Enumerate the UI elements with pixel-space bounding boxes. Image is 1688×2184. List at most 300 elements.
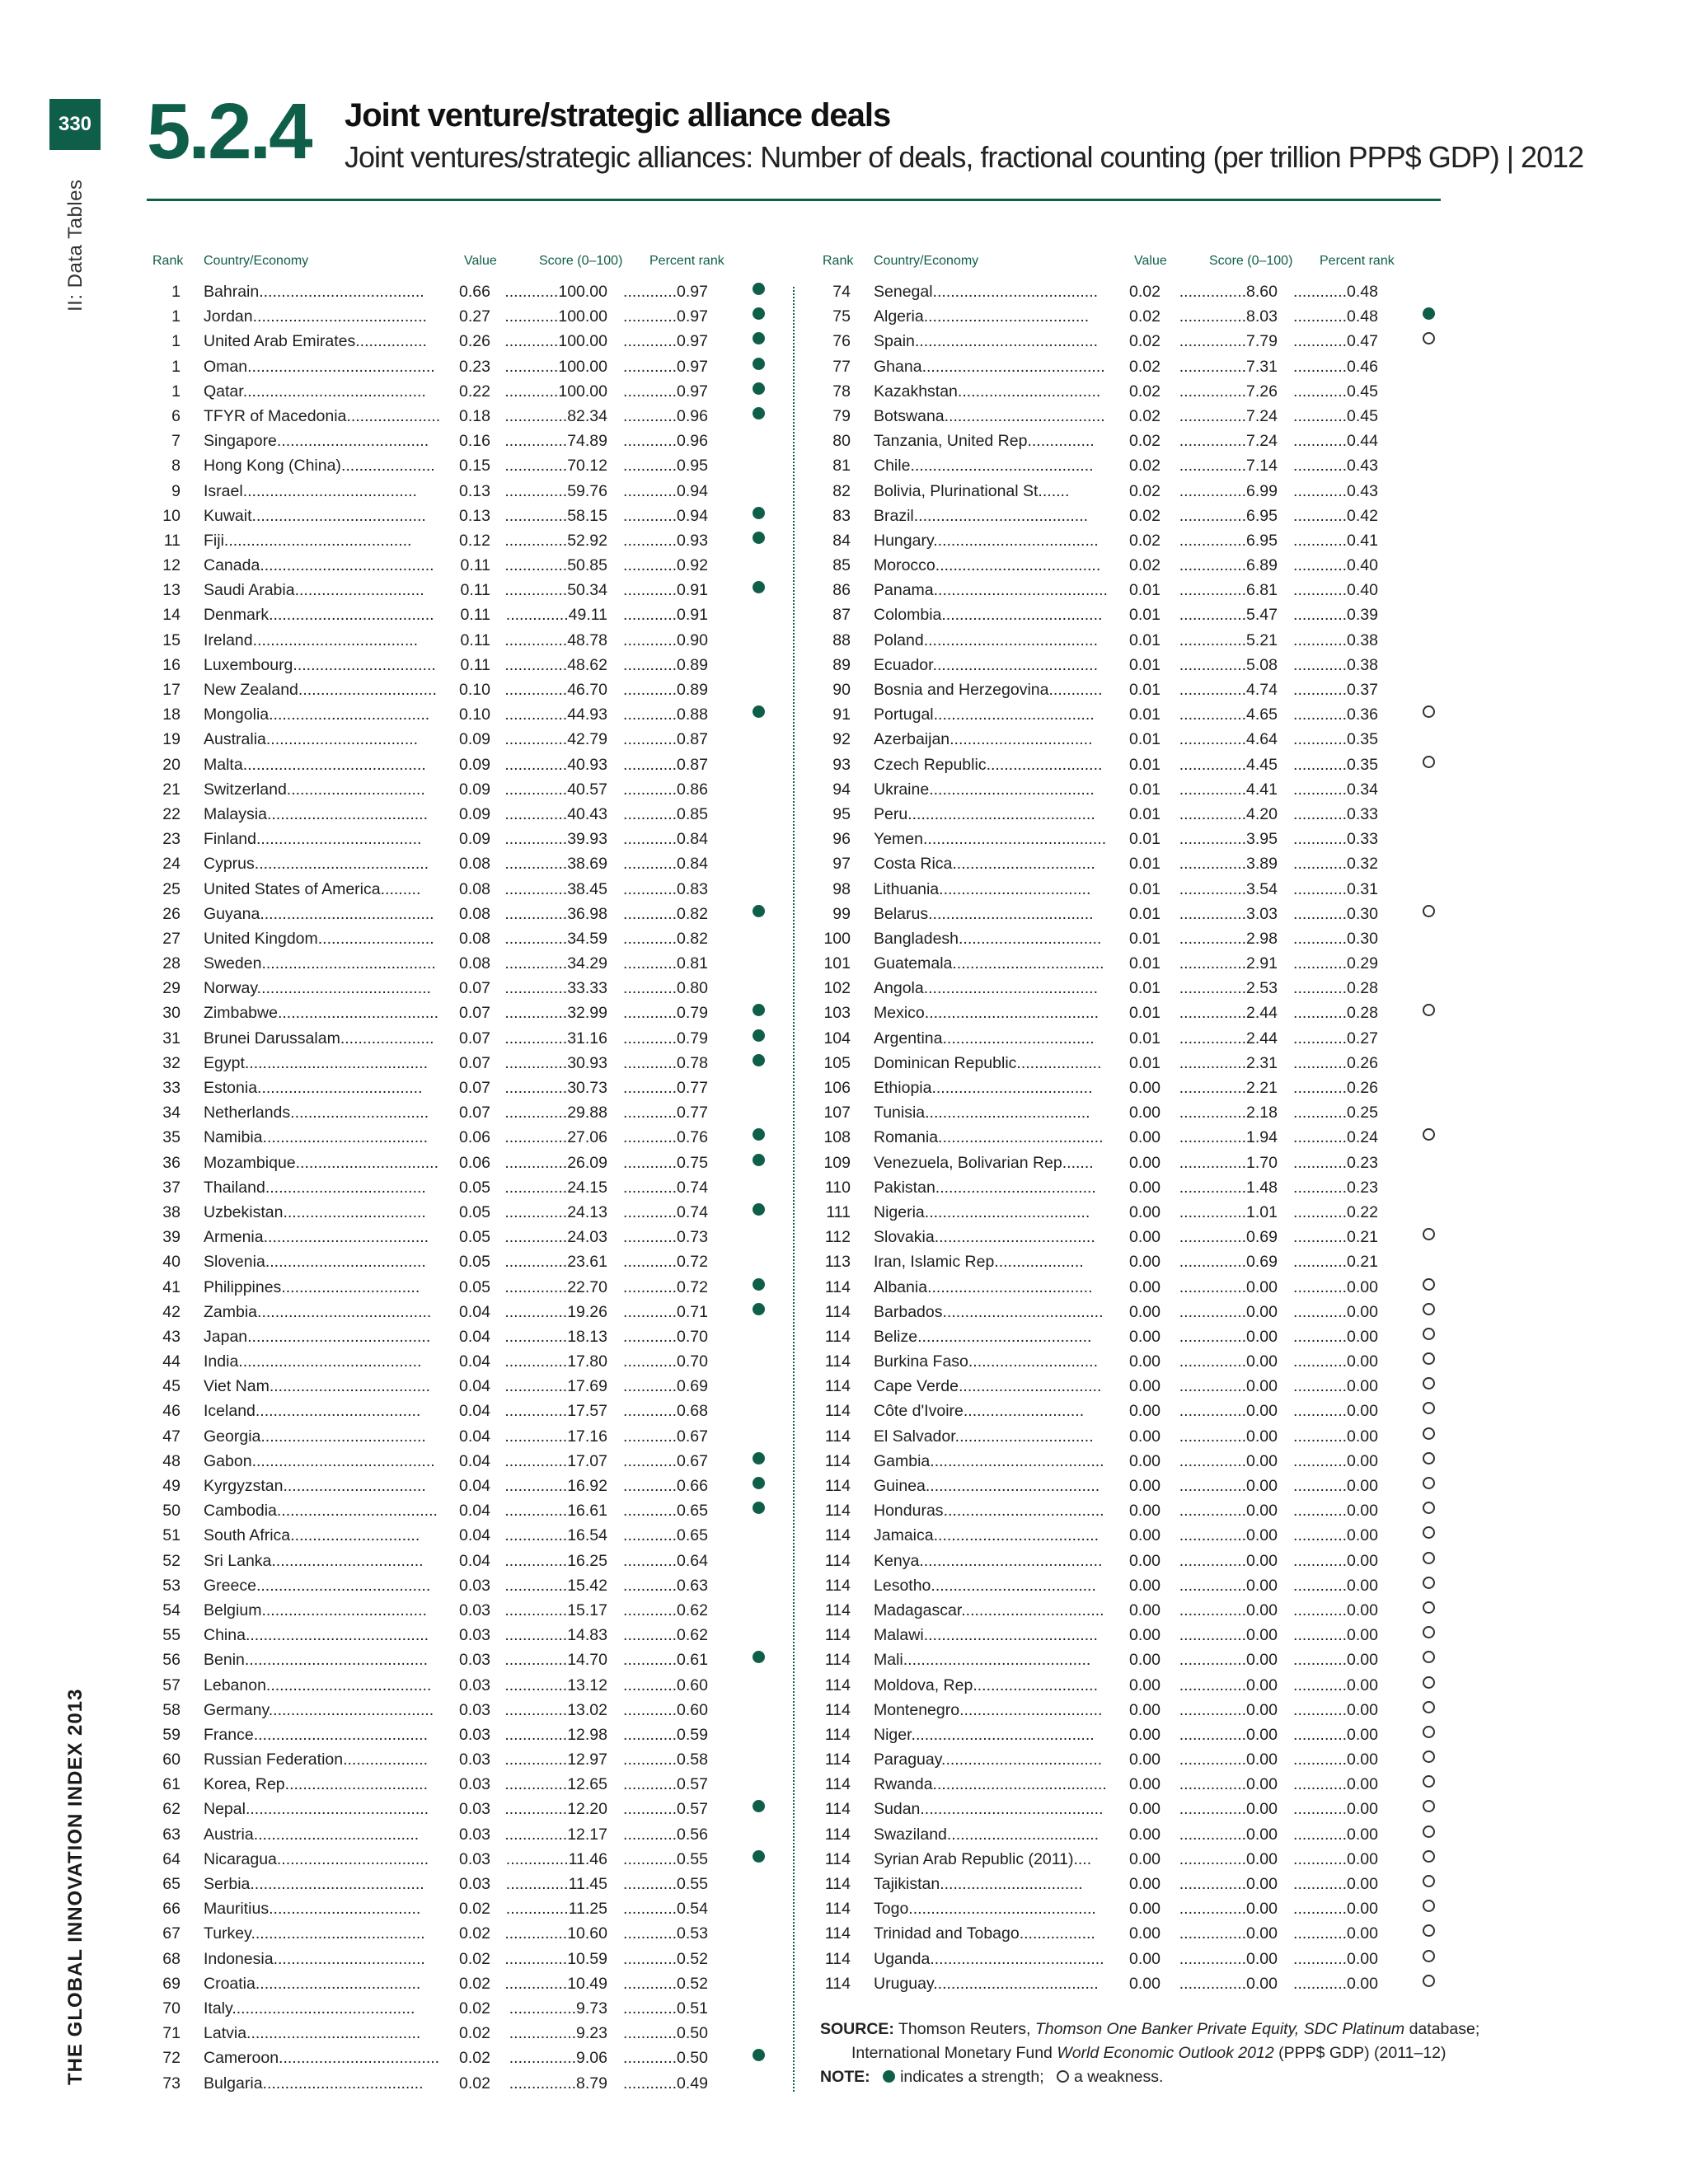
score-value: 0.00: [1246, 1849, 1278, 1868]
dot-leader: .....................................: [256, 830, 422, 849]
score-value: 18.13: [567, 1327, 607, 1346]
dot-leader: .......................................: [251, 1924, 425, 1943]
score-value: 0.00: [1246, 1974, 1278, 1993]
rank-cell: 16: [162, 655, 181, 674]
rank-cell: 100: [823, 929, 851, 948]
value-cell: 0.09: [459, 780, 490, 799]
percent-rank-value: 0.00: [1347, 1725, 1378, 1744]
dot-leader: .........................................: [923, 830, 1107, 849]
percent-rank-cell: [1278, 979, 1378, 998]
score-value: 14.70: [567, 1651, 607, 1670]
percent-rank-cell: [607, 1676, 708, 1695]
value-cell: 0.01: [1129, 855, 1160, 874]
score-cell: [1162, 1577, 1278, 1596]
country-cell: [204, 780, 457, 799]
percent-rank-value: 0.00: [1347, 1526, 1378, 1545]
score-cell: [1162, 1924, 1278, 1943]
weakness-marker-icon: [1423, 1850, 1435, 1863]
score-value: 36.98: [567, 904, 607, 923]
dot-leader: ...............: [1179, 481, 1247, 500]
country-name: South Africa: [204, 1526, 291, 1545]
country-cell: [874, 1477, 1128, 1496]
value-cell: 0.00: [1129, 1849, 1160, 1868]
percent-rank-cell: [1278, 1775, 1378, 1794]
percent-rank-cell: [607, 1950, 708, 1969]
percent-rank-cell: [607, 1004, 708, 1023]
percent-rank-value: 0.32: [1347, 855, 1378, 874]
rank-cell: 33: [162, 1079, 181, 1097]
percent-rank-value: 0.72: [677, 1253, 708, 1272]
value-cell: 0.03: [459, 1626, 490, 1645]
dot-leader: .....................................: [262, 1128, 428, 1147]
percent-rank-value: 0.72: [677, 1277, 708, 1296]
country-cell: [874, 1676, 1128, 1695]
percent-rank-cell: [1278, 1750, 1378, 1769]
score-value: 52.92: [567, 531, 607, 550]
score-value: 2.44: [1246, 1004, 1278, 1023]
percent-rank-value: 0.00: [1347, 1924, 1378, 1943]
country-cell: [874, 705, 1128, 724]
score-value: 0.00: [1246, 1900, 1278, 1919]
score-value: 100.00: [558, 382, 607, 401]
rank-cell: 24: [162, 855, 181, 874]
score-cell: [1162, 606, 1278, 625]
country-cell: [874, 283, 1128, 302]
score-value: 40.57: [567, 780, 607, 799]
score-value: 4.64: [1246, 730, 1278, 749]
dot-leader: ............: [623, 1502, 678, 1521]
value-cell: 0.00: [1129, 1178, 1160, 1197]
dot-leader: ...............: [1179, 681, 1247, 699]
rank-cell: 89: [832, 655, 851, 674]
country-cell: [204, 1651, 457, 1670]
dot-leader: ............: [623, 755, 678, 774]
dot-leader: ...............: [1179, 1477, 1247, 1495]
strength-marker-icon: [753, 332, 765, 344]
value-cell: 0.07: [459, 979, 490, 998]
score-cell: [1162, 1601, 1278, 1620]
country-cell: [204, 1900, 457, 1919]
country-name: Syrian Arab Republic (2011): [874, 1849, 1074, 1868]
dot-leader: .....................................: [259, 283, 424, 301]
dot-leader: ............: [1293, 1849, 1348, 1868]
percent-rank-value: 0.52: [677, 1974, 708, 1993]
country-cell: [874, 780, 1128, 799]
score-cell: [1162, 705, 1278, 724]
country-cell: [204, 1328, 457, 1347]
rank-cell: 1: [171, 357, 181, 376]
percent-rank-value: 0.45: [1347, 406, 1378, 425]
country-name: Zambia: [204, 1302, 258, 1321]
rank-cell: 79: [832, 406, 851, 425]
percent-rank-cell: [607, 954, 708, 973]
score-value: 3.95: [1246, 830, 1278, 849]
rank-cell: 9: [171, 481, 181, 500]
dot-leader: ..............: [504, 1974, 568, 1993]
value-cell: 0.11: [460, 556, 490, 575]
weakness-marker-icon: [1423, 1950, 1435, 1962]
dot-leader: ............: [1293, 1700, 1348, 1719]
value-cell: 0.02: [1129, 531, 1160, 550]
dot-leader: ............: [1293, 506, 1348, 525]
score-cell: [492, 1054, 607, 1073]
value-cell: 0.00: [1129, 1626, 1160, 1645]
percent-rank-value: 0.80: [677, 979, 708, 998]
dot-leader: ............: [623, 531, 678, 550]
dot-leader: .......................................: [260, 904, 434, 923]
dot-leader: ............: [623, 1750, 678, 1769]
country-cell: [204, 1054, 457, 1073]
dot-leader: ..............: [504, 1775, 568, 1794]
dot-leader: ............: [623, 357, 678, 376]
score-cell: [1162, 1253, 1278, 1272]
country-cell: [874, 482, 1128, 501]
percent-rank-cell: [1278, 905, 1378, 924]
country-name: Zimbabwe: [204, 1004, 278, 1023]
value-cell: 0.05: [459, 1202, 490, 1221]
score-cell: [1162, 1054, 1278, 1073]
dot-leader: ............: [623, 1675, 678, 1694]
value-cell: 0.01: [1129, 804, 1160, 823]
value-cell: 0.09: [459, 755, 490, 774]
rank-cell: 11: [163, 531, 181, 550]
rank-cell: 45: [162, 1377, 181, 1396]
score-value: 29.88: [567, 1104, 607, 1122]
dot-leader: ....................................: [277, 1004, 438, 1023]
percent-rank-cell: [607, 307, 708, 326]
percent-rank-cell: [607, 681, 708, 700]
dot-leader: ............: [623, 1178, 678, 1197]
score-value: 0.00: [1246, 1750, 1278, 1769]
dot-leader: ..............: [504, 1700, 568, 1719]
weakness-marker-icon: [1423, 1900, 1435, 1912]
value-cell: 0.00: [1129, 1079, 1160, 1097]
score-cell: [1162, 1427, 1278, 1446]
dot-leader: ..............: [504, 1651, 568, 1670]
rank-cell: 74: [832, 283, 851, 301]
percent-rank-value: 0.65: [677, 1526, 708, 1545]
score-cell: [1162, 979, 1278, 998]
value-cell: 0.00: [1129, 1825, 1160, 1844]
value-cell: 0.03: [459, 1875, 490, 1893]
dot-leader: ............: [623, 1079, 678, 1097]
section-number: 5.2.4: [147, 87, 311, 176]
strength-marker-icon: [753, 1651, 765, 1663]
country-name: Gambia: [874, 1451, 931, 1470]
dot-leader: ..............: [504, 1377, 568, 1396]
dot-leader: ..............: [504, 1128, 568, 1147]
country-name: Fiji: [204, 531, 224, 550]
rank-cell: 114: [824, 1651, 851, 1670]
country-cell: [874, 1775, 1128, 1794]
country-name: Guyana: [204, 904, 260, 923]
percent-rank-cell: [607, 1377, 708, 1396]
dot-leader: ............: [1293, 1477, 1348, 1495]
rank-cell: 114: [824, 1675, 851, 1694]
dot-leader: .......................................: [242, 481, 417, 500]
rank-cell: 108: [823, 1128, 851, 1147]
country-name: Bangladesh: [874, 929, 959, 948]
country-name: Romania: [874, 1128, 939, 1147]
percent-rank-cell: [1278, 1924, 1378, 1943]
score-value: 1.01: [1246, 1202, 1278, 1221]
dot-leader: ............: [623, 2074, 678, 2093]
percent-rank-cell: [607, 1875, 708, 1894]
dot-leader: .....................................: [932, 655, 1099, 674]
dot-leader: ...............: [1179, 1800, 1247, 1819]
percent-rank-value: 0.60: [677, 1700, 708, 1719]
dot-leader: .........................................: [919, 1551, 1103, 1570]
dot-leader: ....................................: [265, 1253, 426, 1272]
percent-rank-cell: [1278, 954, 1378, 973]
value-cell: 0.27: [459, 307, 490, 326]
country-name: Ethiopia: [874, 1079, 932, 1097]
rank-cell: 27: [162, 929, 181, 948]
country-name: Cambodia: [204, 1502, 277, 1521]
rank-cell: 50: [162, 1502, 181, 1521]
weakness-marker-icon: [1423, 1352, 1435, 1365]
dot-leader: .....................................: [261, 1601, 427, 1619]
percent-rank-cell: [607, 1601, 708, 1620]
percent-rank-header: Percent rank: [649, 254, 724, 268]
percent-rank-cell: [607, 1924, 708, 1943]
country-cell: [874, 1203, 1128, 1222]
percent-rank-value: 0.27: [1347, 1029, 1378, 1047]
score-value: 100.00: [558, 307, 607, 326]
dot-leader: ..............: [504, 1451, 568, 1470]
value-cell: 0.01: [1129, 606, 1160, 625]
score-value: 24.13: [567, 1202, 607, 1221]
dot-leader: .......................................: [256, 1576, 431, 1595]
dot-leader: ................................: [959, 1700, 1103, 1719]
country-cell: [874, 1750, 1128, 1769]
country-name: Uzbekistan: [204, 1202, 284, 1221]
dot-leader: .............................: [968, 1352, 1099, 1371]
dot-leader: ............: [623, 1153, 678, 1172]
country-name: Honduras: [874, 1502, 944, 1521]
country-cell: [204, 1975, 457, 1994]
dot-leader: ................................: [959, 1377, 1102, 1396]
country-cell: [204, 1303, 457, 1322]
dot-leader: ............: [623, 1849, 678, 1868]
value-cell: 0.08: [459, 904, 490, 923]
percent-rank-value: 0.46: [1347, 357, 1378, 376]
percent-rank-cell: [1278, 1601, 1378, 1620]
percent-rank-value: 0.48: [1347, 283, 1378, 301]
score-value: 0.00: [1246, 1402, 1278, 1421]
rank-header: Rank: [152, 254, 184, 268]
percent-rank-cell: [1278, 855, 1378, 874]
dot-leader: ...................: [1016, 1053, 1102, 1072]
dot-leader: ..........................: [317, 929, 434, 948]
percent-rank-cell: [1278, 1626, 1378, 1645]
percent-rank-value: 0.43: [1347, 481, 1378, 500]
country-name: United Kingdom: [204, 929, 318, 948]
score-cell: [1162, 1179, 1278, 1197]
score-cell: [492, 855, 607, 874]
percent-rank-value: 0.57: [677, 1775, 708, 1794]
percent-rank-cell: [607, 556, 708, 575]
rank-cell: 73: [162, 2074, 181, 2093]
percent-rank-value: 0.85: [677, 804, 708, 823]
country-name: United States of America: [204, 879, 381, 898]
country-cell: [874, 606, 1128, 625]
dot-leader: ..............: [504, 1253, 568, 1272]
percent-rank-value: 0.52: [677, 1949, 708, 1968]
dot-leader: ....................................: [269, 1377, 430, 1396]
dot-leader: ............: [1293, 1128, 1348, 1147]
value-cell: 0.00: [1129, 1327, 1160, 1346]
dot-leader: ............: [623, 283, 678, 301]
rank-cell: 106: [823, 1079, 851, 1097]
dot-leader: ............: [1293, 1228, 1348, 1247]
country-name: Swaziland: [874, 1825, 947, 1844]
score-cell: [492, 283, 607, 302]
dot-leader: .....................................: [931, 1576, 1096, 1595]
score-cell: [1162, 1651, 1278, 1670]
strength-marker-icon: [753, 1278, 765, 1291]
value-cell: 0.00: [1129, 1153, 1160, 1172]
score-value: 0.69: [1246, 1228, 1278, 1247]
dot-leader: .........................................: [910, 457, 1094, 476]
value-cell: 0.26: [459, 332, 490, 351]
dot-leader: ...............: [1179, 357, 1247, 376]
score-value: 0.00: [1246, 1626, 1278, 1645]
value-cell: 0.06: [459, 1153, 490, 1172]
country-cell: [204, 1924, 457, 1943]
score-value: 6.81: [1246, 581, 1278, 600]
percent-rank-cell: [607, 1800, 708, 1819]
dot-leader: ................................: [957, 382, 1101, 401]
rank-cell: 75: [832, 307, 851, 326]
dot-leader: ............: [1293, 1104, 1348, 1122]
percent-rank-cell: [1278, 1004, 1378, 1023]
score-value: 2.21: [1246, 1079, 1278, 1097]
value-header: Value: [1134, 254, 1167, 268]
rank-cell: 114: [824, 1924, 851, 1943]
percent-rank-value: 0.35: [1347, 755, 1378, 774]
rank-cell: 101: [823, 954, 851, 973]
weakness-marker-icon: [1423, 1328, 1435, 1340]
score-value: 0.00: [1246, 1875, 1278, 1893]
dot-leader: .........................................: [911, 1725, 1095, 1744]
rank-cell: 23: [162, 830, 181, 849]
source-publication: World Economic Outlook 2012: [1057, 2044, 1274, 2062]
score-cell: [492, 1228, 607, 1247]
dot-leader: ..............: [504, 855, 568, 874]
rank-cell: 52: [162, 1551, 181, 1570]
rank-cell: 114: [824, 1849, 851, 1868]
dot-leader: .......................................: [923, 630, 1099, 649]
country-cell: [204, 1577, 457, 1596]
dot-leader: ............: [1293, 481, 1348, 500]
score-cell: [1162, 1328, 1278, 1347]
dot-leader: ..............: [504, 531, 568, 550]
dot-leader: ...............: [1179, 432, 1247, 451]
dot-leader: ...............: [1179, 1202, 1247, 1221]
country-name: Austria: [204, 1825, 254, 1844]
dot-leader: ............: [623, 1352, 678, 1371]
percent-rank-value: 0.75: [677, 1153, 708, 1172]
country-name: Netherlands: [204, 1104, 291, 1122]
strength-marker-icon: [753, 1054, 765, 1066]
rank-cell: 53: [162, 1576, 181, 1595]
rank-cell: 114: [824, 1526, 851, 1545]
dot-leader: ............: [504, 307, 559, 326]
country-cell: [204, 432, 457, 451]
dot-leader: ............: [623, 1004, 678, 1023]
value-cell: 0.01: [1129, 780, 1160, 799]
percent-rank-cell: [607, 1228, 708, 1247]
value-cell: 0.11: [460, 630, 490, 649]
dot-leader: ..............: [504, 1277, 568, 1296]
score-cell: [1162, 805, 1278, 824]
dot-leader: ............: [623, 1576, 678, 1595]
percent-rank-value: 0.33: [1347, 804, 1378, 823]
percent-rank-value: 0.63: [677, 1576, 708, 1595]
percent-rank-cell: [1278, 1154, 1378, 1173]
percent-rank-value: 0.78: [677, 1053, 708, 1072]
country-name: Albania: [874, 1277, 928, 1296]
dot-leader: ...............: [1179, 1825, 1247, 1844]
dot-leader: .......................................: [930, 1451, 1104, 1470]
percent-rank-cell: [1278, 581, 1378, 600]
strength-marker-icon: [753, 1203, 765, 1216]
country-name: Estonia: [204, 1079, 258, 1097]
percent-rank-cell: [607, 1179, 708, 1197]
country-cell: [874, 1328, 1128, 1347]
rank-cell: 84: [832, 531, 851, 550]
country-name: Brunei Darussalam: [204, 1029, 340, 1047]
weakness-marker-icon: [1423, 1577, 1435, 1589]
weakness-marker-icon: [1423, 1427, 1435, 1440]
country-name: Poland: [874, 630, 924, 649]
dot-leader: ...............: [1179, 1974, 1247, 1993]
country-name: Denmark: [204, 606, 270, 625]
rank-cell: 51: [162, 1526, 181, 1545]
score-value: 0.00: [1246, 1277, 1278, 1296]
percent-rank-value: 0.92: [677, 556, 708, 575]
dot-leader: .......................................: [924, 1004, 1100, 1023]
score-cell: [1162, 1352, 1278, 1371]
score-cell: [1162, 432, 1278, 451]
country-cell: [874, 631, 1128, 650]
percent-rank-value: 0.87: [677, 755, 708, 774]
dot-leader: ............: [1293, 1352, 1348, 1371]
percent-rank-value: 0.87: [677, 730, 708, 749]
country-cell: [874, 1452, 1128, 1471]
rank-cell: 103: [823, 1004, 851, 1023]
dot-leader: .......................................: [254, 855, 429, 874]
country-name: Canada: [204, 556, 260, 575]
dot-leader: ...............: [1179, 1327, 1247, 1346]
rank-cell: 7: [171, 432, 181, 451]
percent-rank-value: 0.31: [1347, 879, 1378, 898]
percent-rank-value: 0.50: [677, 2049, 708, 2068]
country-name: Jamaica: [874, 1526, 934, 1545]
rank-cell: 88: [832, 630, 851, 649]
country-name: Guinea: [874, 1477, 926, 1495]
rank-cell: 114: [824, 1451, 851, 1470]
percent-rank-value: 0.47: [1347, 332, 1378, 351]
country-cell: [874, 880, 1128, 899]
percent-rank-value: 0.55: [677, 1875, 708, 1893]
country-name: Nicaragua: [204, 1849, 277, 1868]
dot-leader: ..............: [504, 1302, 568, 1321]
percent-rank-value: 0.97: [677, 357, 708, 376]
rank-cell: 95: [832, 804, 851, 823]
value-cell: 0.03: [459, 1700, 490, 1719]
